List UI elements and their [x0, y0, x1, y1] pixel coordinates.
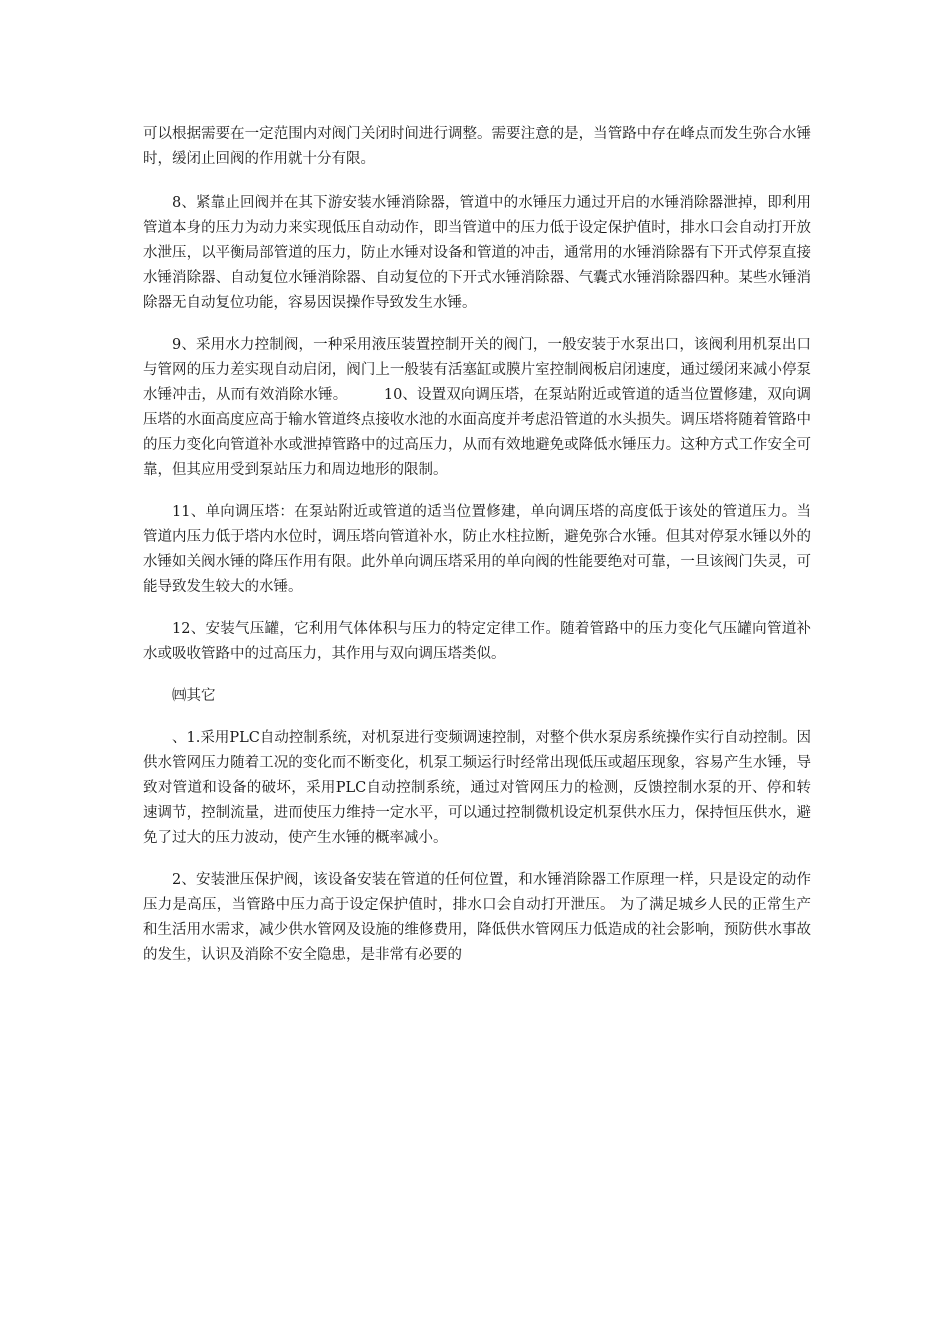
paragraph-item-9-10: 9、采用水力控制阀，一种采用液压装置控制开关的阀门，一般安装于水泵出口，该阀利用机泵出口与管网的压力差实现自动启闭，阀门上一般装有活塞缸或膜片室控制阀板启闭速度，通过缓闭来减小停泵水锤冲击，从而有效消除水锤。 10、设置双向调压塔，在泵站附近或管道的适当位置修建，双向调压塔的水面高度应高于输水管道终点接收水池的水面高度并考虑沿管道的水头损失。调压塔将随着管路中的压力变化向管道补水或泄掉管路中的过高压力，从而有效地避免或降低水锤压力。这种方式工作安全可靠，但其应用受到泵站压力和周边地形的限制。: [143, 337, 811, 478]
paragraph-intro: 可以根据需要在一定范围内对阀门关闭时间进行调整。需要注意的是，当管路中存在峰点而发生弥合水锤时，缓闭止回阀的作用就十分有限。: [143, 126, 811, 167]
paragraph-item-8: 8、紧靠止回阀并在其下游安装水锤消除器，管道中的水锤压力通过开启的水锤消除器泄掉，即利用管道本身的压力为动力来实现低压自动动作，即当管道中的压力低于设定保护值时，排水口会自动打开放水泄压，以平衡局部管道的压力，防止水锤对设备和管道的冲击，通常用的水锤消除器有下开式停泵直接水锤消除器、自动复位水锤消除器、自动复位的下开式水锤消除器、气囊式水锤消除器四种。某些水锤消除器无自动复位功能，容易因误操作导致发生水锤。: [143, 195, 811, 311]
paragraph-other-2: 2、安装泄压保护阀，该设备安装在管道的任何位置，和水锤消除器工作原理一样，只是设定的动作压力是高压，当管路中压力高于设定保护值时，排水口会自动打开泄压。 为了满足城乡人民的正常生产和生活用水需求，减少供水管网及设施的维修费用，降低供水管网压力低造成的社会影响，预防供水事故的发生，认识及消除不安全隐患，是非常有必要的: [143, 872, 811, 963]
paragraph-item-11: 11、单向调压塔：在泵站附近或管道的适当位置修建，单向调压塔的高度低于该处的管道压力。当管道内压力低于塔内水位时，调压塔向管道补水，防止水柱拉断，避免弥合水锤。但其对停泵水锤以外的水锤如关阀水锤的降压作用有限。此外单向调压塔采用的单向阀的性能要绝对可靠，一旦该阀门失灵，可能导致发生较大的水锤。: [143, 504, 811, 595]
paragraph-item-12: 12、安装气压罐，它利用气体体积与压力的特定定律工作。随着管路中的压力变化气压罐向管道补水或吸收管路中的过高压力，其作用与双向调压塔类似。: [143, 621, 811, 662]
section-heading-other: ㈣其它: [172, 688, 216, 704]
paragraph-other-1: 、1.采用PLC自动控制系统，对机泵进行变频调速控制，对整个供水泵房系统操作实行自动控制。因供水管网压力随着工况的变化而不断变化，机泵工频运行时经常出现低压或超压现象，容易产生水锤，导致对管道和设备的破坏，采用PLC自动控制系统，通过对管网压力的检测，反馈控制水泵的开、停和转速调节，控制流量，进而使压力维持一定水平，可以通过控制微机设定机泵供水压力，保持恒压供水，避免了过大的压力波动，使产生水锤的概率减小。: [143, 730, 811, 846]
document-page: [143, 122, 811, 985]
